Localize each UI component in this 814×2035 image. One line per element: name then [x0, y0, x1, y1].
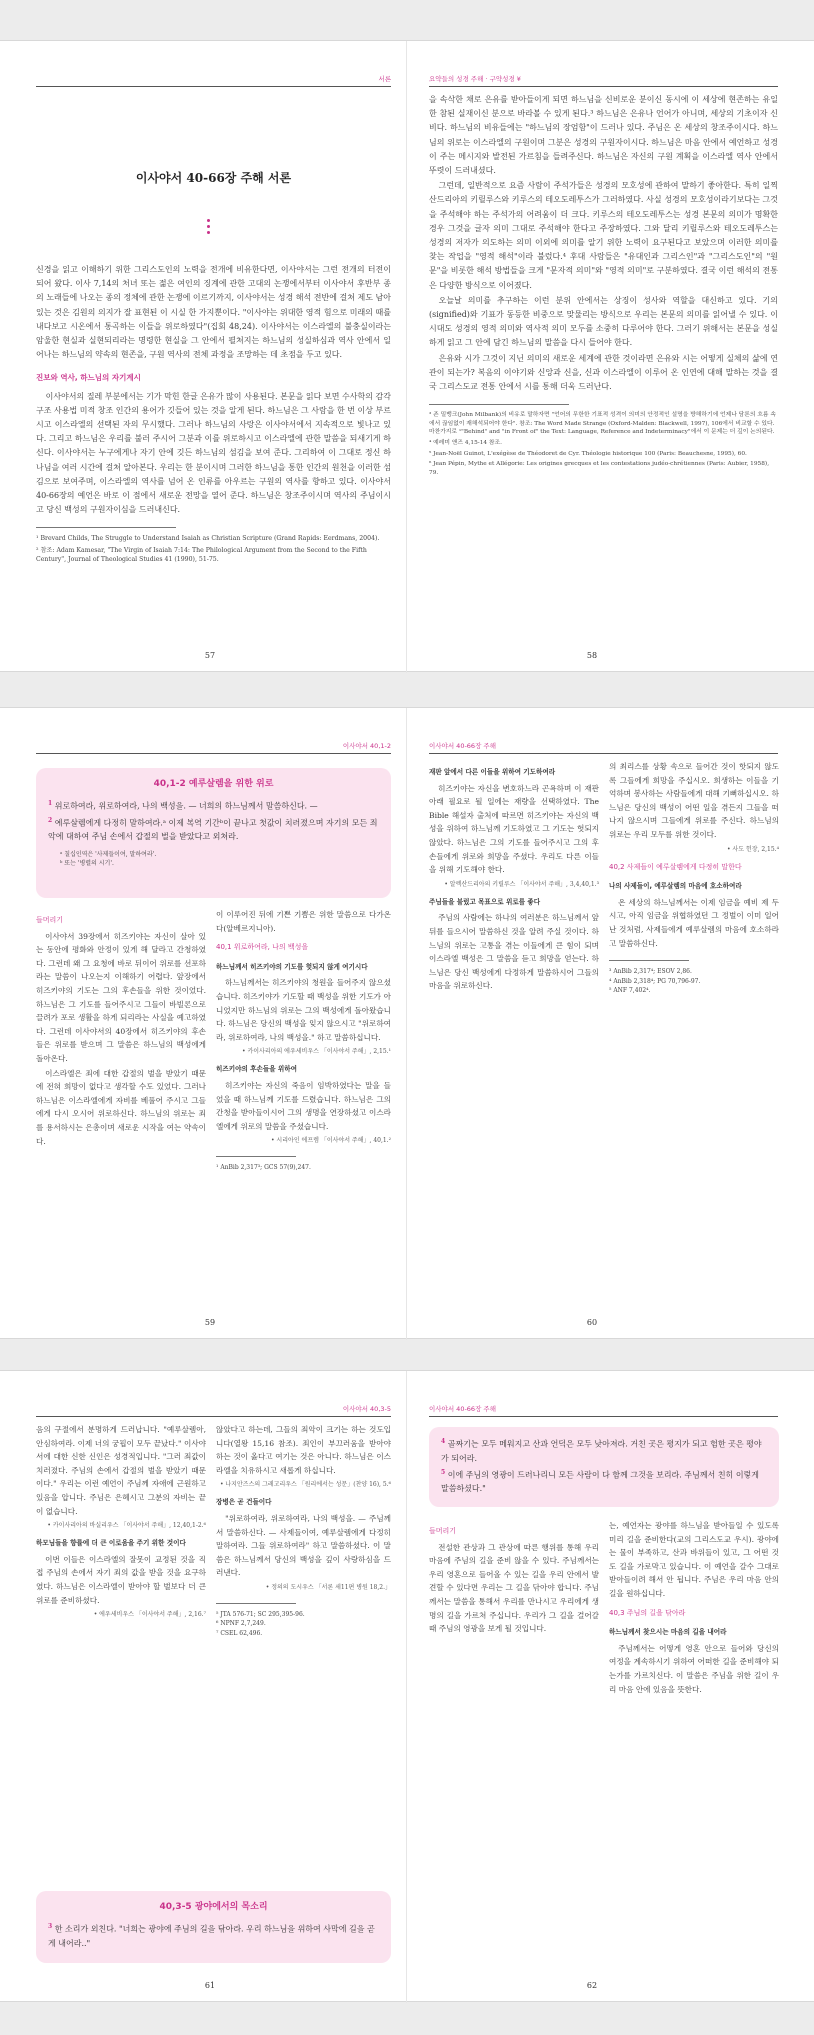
scripture-box — [36, 1891, 391, 1963]
scripture-verse: $^2$ 예루살렘에게 다정히 말하여라.ᵃ 이제 복역 기간ᵇ이 끝나고 첫값이 치러졌으며 자기의 모든 죄악에 대하여 주님 손에서 갑절의 벌을 받았다고 외쳐라. — [48, 816, 378, 842]
column-left — [429, 760, 599, 994]
page-61 — [0, 1371, 407, 2003]
header-rule — [36, 1416, 391, 1417]
body-paragraph: 을 속삭한 채로 은유를 받아들이게 되면 하느님을 신비로운 분이신 동시에 이 세상에 현존하는 유일한 참된 실재이신 분으로 바라볼 수 있게 된다.³ 하느님은 은유나 언어가 아니며, 세상의 기초이자 신비다. 하느님의 비유들에는 "하느님의 장엄함"이 드러나 있다. 주님은 온 세상의 창조주이시다. 하느님의 위로는 이스라엘의 구원이며 그분은 성경의 구원자이시다. 하느님은 마음 안에서 예언하고 성경이 주는 메시지와 발전된 가르침을 들려주신다. 하느님은 자신의 구원 계획을 이스라엘 역사 안에서 뚜렷이 드러내셨다. — [429, 95, 778, 176]
body-paragraph: 않았다고 하는데, 그들의 죄악이 크기는 하는 것도입니다(열왕 15,16 참조). 죄인이 부끄러움을 받아야 하는 것이 옳다고 여기는 것은 아니다. 하느님은 이스라엘을 치유하시고 새롭게 하십니다. — [216, 1425, 391, 1475]
footnote: ⁵ Jean-Noël Guinot, L'exégèse de Théodoret de Cyr. Théologie historique 100 (Paris: Beauchesne, 1995), 60. — [429, 450, 747, 457]
scripture-box-title: 40,1-2 예루살렘을 위한 위로 — [153, 779, 274, 789]
page-58 — [407, 41, 814, 673]
page-number: 60 — [586, 1318, 598, 1327]
running-head: 서론 — [378, 75, 391, 83]
running-head: 요약들의 성경 주해 · 구약성경 ¥ — [429, 75, 521, 83]
body-paragraph: 이번 이들은 이스라엘의 잘못이 교정된 것을 직접 주님의 손에서 자기 죄의 값을 받을 것을 요구하였다. 하느님은 이스라엘이 받아야 할 벌보다 더 큰 위로를 준비하셨다. — [36, 1554, 206, 1605]
citation: • 나지안즈스의 그레고리우스 「원리에서는 성문」(찬양 16), 5.⁶ — [219, 1481, 391, 1489]
scripture-note: ᵇ 또는 '병렬의 시기'. — [60, 860, 114, 868]
body-paragraph: 이사야서 39장에서 히즈키야는 자신이 살아 있는 동안에 평화와 안정이 있게 해 달라고 간청하였다. 그런데 왜 그 요청에 바로 뒤이어 위로를 선포하라는 말씀이 나오는지 이해하기 어렵다. 앞장에서 히즈키야의 기도는 그의 후손들을 위한 것이었다. 하느님은 그 기도를 들어주시고 그들이 바빌론으로 끌려가 포로 생활을 하게 되리라는 사실을 예고하였다. 그런데 이사야서의 40장에서 히즈키야의 후손들은 위로를 받으며 그 말씀은 하느님의 백성에게 돌아온다. — [36, 931, 206, 1063]
citation: • 카이사리아의 에우세비우스 「이사야서 주해」, 2,15.¹ — [242, 1048, 391, 1056]
footnote: ⁴ AnBib 2,318⁴; PG 70,796-97. — [609, 977, 701, 985]
citation: • 알렉산드리아의 키릴루스 「이사야서 주해」, 3,4,40,1.³ — [444, 880, 599, 888]
body-paragraph: 전설한 관상과 그 관상에 따른 행위를 통해 우리 마음에 주님의 길을 준비 않을 수 있다. 주님께서는 우리 영혼으로 들어올 수 있는 길을 우리 안에서 발견할 수 있다면 우리는 그 길을 닦아야 합니다. 주님께서는 말씀을 통해서 우리를 만나시고 우리에게 생명의 길을 가르쳐 주십니다. 우리가 그 길을 걸어갈 때 주님의 영광을 보게 될 것입니다. — [429, 1542, 599, 1634]
citation: • 정의의 도시우스 「서론 세11편 병원 18,2.」 — [265, 1583, 391, 1591]
running-head: 이사야서 40-66장 주해 — [429, 742, 496, 750]
footnote-rule — [609, 960, 689, 961]
sub-heading: 장병은 곧 건들이다 — [216, 1498, 272, 1507]
footnote: ³ AnBib 2,317⁴; ESOV 2,86. — [609, 968, 692, 976]
header-rule — [36, 86, 391, 87]
scripture-verse: $^1$ 위로하여라, 위로하여라, 나의 백성을. — 너희의 하느님께서 말씀하신다. — — [48, 800, 318, 811]
column-right — [216, 908, 391, 1173]
section-heading: 들머리기 — [429, 1527, 457, 1535]
page-number: 62 — [586, 1981, 598, 1990]
footnote-rule — [36, 527, 176, 528]
sub-heading: 나의 사제들이, 예루살렘의 마음에 호소하여라 — [609, 882, 742, 891]
footnote: ² 참조: Adam Kamesar, "The Virgin of Isaiah 7:14: The Philological Argument from the Second to the Fifth Century", Journal of Theological Studies 41 (1990), 51-75. — [36, 546, 367, 564]
footnote: ⁵ ANF 7,402⁴. — [609, 987, 651, 995]
body-paragraph: 이 이루어진 뒤에 기쁜 기쁨은 위한 말씀으로 다가온다(알베르지니아). — [216, 910, 391, 933]
spread-pages-57-58 — [0, 40, 814, 672]
sub-heading: 재판 앞에서 다른 이들을 위하여 기도하여라 — [429, 768, 556, 776]
scripture-verse: $^5$ 이에 주님의 영광이 드러나리니 모든 사람이 다 함께 그것을 보리라. 주님께서 친히 이렇게 말씀하셨다." — [441, 1468, 759, 1494]
column-right — [609, 1519, 779, 1697]
scripture-box — [429, 1427, 779, 1507]
body-paragraph: "위로하여라, 위로하여라, 나의 백성을. — 주님께서 말씀하신다. — 사제들이여, 예루살렘에게 다정히 말하여라. 그들 위로하여라" 하고 말씀하셨다. 이 말씀은 하느님께서 당신의 백성을 깊이 사랑하심을 드러낸다. — [216, 1513, 391, 1578]
body-paragraph: 오늘날 의미를 추구하는 이런 분위 안에서는 상징이 성사와 역할을 대신하고 있다. 기의(signified)와 기표가 동등한 비중으로 맞물리는 방식으로 우리는 본문의 의미를 읽어낼 수 있다. 이 시대도 성경의 영적 의미와 역사적 의미 모두를 소중히 다루어야 한다. 그러기 위해서는 본문을 성실하게 읽고 그 안에 담긴 하느님의 말씀을 다시 들어야 한다. — [429, 295, 778, 348]
footnote-rule — [216, 1156, 296, 1157]
page-body — [429, 93, 778, 479]
sub-heading: 하모님들을 향률에 더 큰 이로움을 주기 위한 것이다 — [36, 1539, 186, 1548]
footnote: ⁷ CSEL 62,496. — [216, 1629, 263, 1637]
footnote: ⁵ JTA 576-71; SC 295,395-96. — [216, 1610, 305, 1618]
scripture-verse: $^4$ 골짜기는 모두 메워지고 산과 언덕은 모두 낮아져라. 거친 곳은 평지가 되고 험한 곳은 평야가 되어라. — [441, 1438, 762, 1463]
header-rule — [36, 753, 391, 754]
page-number: 61 — [204, 1981, 216, 1990]
body-paragraph: 그런데, 일반적으로 요즘 사람이 주석가들은 성경의 모호성에 관하여 말하기 좋아한다. 특히 일찍 산드리아의 키릴루스와 키루스의 테오도레투스가 그러하였다. 사실 성경의 모호성이라기보다는 그것을 주석해야 하는 주석가의 어려움이 더 크다. 키루스의 테오도레투스는 성경 본문의 의미가 명확한 경우 그것을 글자 의미 그대로 주석해야 한다고 주장하였다. 그와 달리 키릴루스와 테오도레투스는 성경의 저자가 의도하는 의미 이외에 의미를 알기 위한 노력이 요구된다고 보았으며 이러한 의미를 찾는 작업을 "영적 해석"이라 불렀다.⁴ 후대 사람들은 "유대인과 그리스인"과 "그리스도인"의 "원문"을 비롯한 해석 방법들을 크게 "문자적 의미"와 "영적 의미"로 구분하였다. 결국 이런 해석의 전통은 다양한 방식으로 이어졌다. — [429, 181, 778, 290]
spread-pages-61-62 — [0, 1370, 814, 2002]
section-heading: 40,3 주님의 길을 닦아라 — [609, 1608, 686, 1617]
body-paragraph: 히즈키야는 자신의 죽음이 임박하였다는 말을 들었을 때 하느님께 기도를 드렸습니다. 하느님은 그의 간청을 받아들이시어 그의 생명을 연장하셨고 이스라엘에게 위로의 말씀을 주셨습니다. — [216, 1080, 391, 1131]
page-number: 59 — [204, 1318, 216, 1327]
body-paragraph: 은유와 시가 그것이 지닌 의미의 새로운 세계에 관한 것이라면 은유와 시는 어떻게 실체의 삶에 연관이 되는가? 복음의 이야기와 신앙과 신을, 신과 이스라엘이 이루어 온 인연에 대해 말하는 것을 결국 그리스도교 전통 안에서 시를 통해 더욱 드러난다. — [429, 353, 778, 392]
citation: • 시리아인 에프렘 「이사야서 주해」, 40,1.² — [270, 1137, 391, 1145]
section-heading: 들머리기 — [36, 916, 64, 924]
intro-paragraph: 신경을 읽고 이해하기 위한 그리스도인의 노력을 전개에 비유한다면, 이사야서는 그런 전개의 터전이 되어 왔다. 이사 7,14의 처녀 또는 젊은 여인의 징계에 관한 고대의 논쟁에서부터 이사야서 후반부 종의 노래들에 나오는 종의 정체에 관한 논쟁에 이르기까지, 이사야서는 성경 해석 전반에 걸쳐 제도 남아 있는 것은 김원의 의지가 잘 표현된 이 시실 한 가지뿐이다. "이사야는 위대한 영적 힘으로 미래의 때를 내다보고 시온에서 통곡하는 이들을 위로하였다"(집회 48,24). 이사야서는 이스라엘의 불충실이라는 암울한 현실과 실현되리라는 명령한 현실을 그 안에서 펼쳐지는 하느님의 성실하심과 역사 안에서 일어나는 하느님의 약속의 현존을, 구원 역사의 전체 과정을 조망하는 데 초점을 두고 있다. — [36, 265, 391, 360]
footnote: ⁶ NPNF 2,7,249. — [216, 1620, 266, 1628]
sub-heading: 주님들을 불렀고 목표으로 위로를 좋다 — [429, 897, 541, 906]
body-paragraph: 주님께서는 어떻게 영혼 안으로 들어와 당신의 여정을 계속하시기 위하여 어떠한 길을 준비해야 되는가를 가르치신다. 이 말씀은 주님을 위한 길이 우리 마음 안에 있음을 뜻한다. — [609, 1643, 779, 1694]
header-rule — [429, 753, 778, 754]
page-59 — [0, 708, 407, 1340]
ornament-dots — [205, 219, 211, 237]
body-paragraph: 하느님께서는 히즈키야의 청원을 들어주지 않으셨습니다. 히즈키야가 기도할 때 백성을 위한 기도가 아니었지만 하느님의 위로는 그의 백성에게 돌아왔습니다. 하느님은 당신의 백성을 잊지 않으시고 "위로하여라, 위로하여라, 나의 백성을." 하고 말씀하십니다. — [216, 978, 391, 1042]
scripture-box — [36, 768, 391, 898]
sub-heading: 히즈키야의 후손들을 위하여 — [216, 1065, 298, 1074]
scripture-verse: $^3$ 한 소리가 외친다. "너희는 광야에 주님의 길을 닦아라. 우리 하느님을 위하여 사막에 길을 곧게 내어라.." — [48, 1923, 375, 1948]
column-right — [609, 760, 779, 996]
running-head: 이사야서 40,1-2 — [342, 742, 391, 750]
column-left — [36, 908, 206, 1149]
body-paragraph: 주님의 사람에는 하나의 여러분은 하느님께서 앞뒤를 들으시어 말씀하신 것을 알려 주실 것이다. 하느님의 위로는 고통을 겪는 이들에게 큰 힘이 되며 이스라엘 백성은 그 말씀을 듣고 희망을 얻는다. 하느님은 당신 백성에게 다정하게 말씀하시어 그들의 마음을 위로하신다. — [429, 913, 599, 991]
page-number: 58 — [586, 651, 598, 660]
section-heading: 진보와 역사, 하느님의 자기계시 — [36, 373, 141, 383]
column-left — [36, 1423, 206, 1625]
footnote-rule — [216, 1603, 296, 1604]
citation: • 사도 헌장, 2,15.⁴ — [726, 845, 779, 853]
page-body — [36, 263, 391, 567]
footnote: ⁴ 예레미 앤즈 4,15-14 참조. — [429, 440, 502, 447]
scripture-note: ᵃ 칠십인역은 '사제들이여, 말하여라'. — [60, 851, 157, 859]
running-head: 이사야서 40-66장 주해 — [429, 1405, 496, 1413]
body-paragraph: 의 최리스를 상황 속으로 들어간 것이 핫되지 않도록 그들에게 희망을 주십시오. 희생하는 이들을 기억하며 봉사하는 사람들에게 대해 기뻐하십시오. 하느님은 당신의 백성이 어떤 일을 겪든지 그들을 떠나지 않으시며 그들에게 위로를 주신다. 하느님의 위로는 우리 모두를 위한 것이다. — [609, 762, 779, 839]
footnote-rule — [429, 404, 569, 405]
column-right — [216, 1423, 391, 1638]
running-head: 이사야서 40,3-5 — [342, 1405, 391, 1413]
citation: • 에우세비우스 「이사야서 주해」, 2,16.⁷ — [93, 1611, 206, 1619]
column-left — [429, 1519, 599, 1637]
page-60 — [407, 708, 814, 1340]
footnote: ¹ Brevard Childs, The Struggle to Understand Isaiah as Christian Scripture (Grand Rapids: Eerdmans, 2004). — [36, 535, 380, 543]
footnote: ³ 존 밀뱅크(John Milbank)의 비유로 말하자면 "언어의 무한한 기표적 성격이 의미의 안정적인 설명을 방해하기에 언제나 담론의 흐름 속에서 끊임없이 재해석되어야 한다". 참조: The Word Made Strange (Oxford-Malden: Blackwell, 1997), 106에서 비교할 수 있다. 마찬가지로 ¹"Behind" and "in Front of" the Text: Language, Reference and Indeterminacy"에서 이 문제는 더 깊이 논의된다. — [429, 412, 776, 436]
chapter-title: 이사야서 40-66장 주해 서론 — [135, 171, 292, 185]
sub-heading: 하느님께서 찾으시는 마음의 길을 내어라 — [609, 1628, 727, 1637]
body-paragraph: 는, 예언자는 광야를 하느님을 받아들일 수 있도록 미리 길을 준비한다(교의 그리스도교 우시). 광야에는 물이 부족하고, 산과 바위들이 있고, 그 어떤 것도 길을 가로막고 있습니다. 이 예언을 갈수 그대로 받아들이려 해서 안 됩니다. 주님은 우리 마음 안의 길을 원하십니다. — [609, 1521, 779, 1598]
header-rule — [429, 1416, 778, 1417]
footnote: ⁶ Jean Pépin, Mythe et Allégorie: Les origines grecques et les contestations judéo-chrétiennes (Paris: Aubier, 1958), 79. — [429, 461, 770, 476]
header-rule — [429, 86, 778, 87]
body-paragraph: 온 세상의 하느님께서는 이제 임금을 예비 제 두시고, 아직 임금을 위협하였던 그 정벌이 이미 일어난 것처럼, 사제들에게 예루살렘의 마음에 호소하라고 말씀하신다. — [609, 897, 779, 948]
body-paragraph: 음의 구절에서 분명하게 드러납니다. "예루살렘아, 안심하여라. 이제 너의 궁핍이 모두 끝났다." 이사야서에 대한 신한 신인은 성경적입니다. "그러 죄값이 치러졌다. 주님의 손에서 갑절의 벌을 받았기 때문이다." 우리는 이런 예언이 주님께 자애에 근원하고 있음을 압니다. 주님은 은혜시고 그분의 자비는 끝이 없습니다. — [36, 1425, 206, 1516]
scripture-box-title: 40,3-5 광야에서의 목소리 — [159, 1902, 268, 1912]
footnote: ¹ AnBib 2,317³; GCS 57(9),247. — [216, 1164, 311, 1172]
spread-pages-59-60 — [0, 707, 814, 1339]
body-paragraph: 이스라엘은 죄에 대한 갑절의 벌을 받았기 때문에 전혀 희망이 없다고 생각할 수도 있었다. 그러나 하느님은 이스라엘에게 자비를 베풀어 주시고 그들에게 다시 오시어 위로하신다. 하느님의 위로는 죄를 용서하시는 은총이며 새로운 시작을 여는 약속이다. — [36, 1068, 206, 1146]
page-57 — [0, 41, 407, 673]
sub-heading: 하느님께서 히즈키야의 기도를 헛되지 않게 여기시다 — [216, 962, 368, 971]
page-62 — [407, 1371, 814, 2003]
citation: • 카이사리아의 바실리우스 「이사야서 주해」, 12,40,1-2.⁶ — [47, 1522, 206, 1530]
section-heading: 40,1 위로하여라, 나의 백성을 — [216, 943, 309, 952]
section-heading: 40,2 사제들이 예루살렘에게 다정히 말한다 — [609, 862, 742, 871]
body-paragraph: 이사야서의 질레 부분에서는 기가 막힌 한글 은유가 많이 사용된다. 본문을 읽다 보면 수사학의 감각 구조 사용법 미적 창조 인간의 용어가 깃들어 있는 것을 알게 된다. 하느님은 그 사람을 한 번 이상 부르시고 이스라엘의 선택된 자의 무시했다. 그러나 하느님의 사랑은 이사야서에서 지속적으로 빛나고 있다. 그리고 하느님은 우리를 불러 주시어 그분과 이를 위로하시고 이스라엘에 관한 말씀을 되새기게 하신다. 이사야서는 누구에게나 자기 안에 깃든 하느님의 섬김을 보여 준다. 그리하여 이 그대로 정신 하나님을 여러 시간에 걸쳐 알아본다. 우리는 한 분이시며 그러한 하느님을 통한 인간의 원천을 이러한 섬김으로 보여주며, 이스라엘의 역사를 넘어 온 인류를 아우르는 구원의 역사를 향하고 있다. 이사야서 40-66장의 예언은 바로 이 점에서 새로운 전망을 열어 준다. 하느님은 창조주이시며 역사의 주님이시고 당신 백성의 구원자이심을 드러내신다. — [36, 391, 391, 515]
page-number: 57 — [204, 651, 216, 660]
body-paragraph: 히즈키야는 자신을 변호하느라 곤욕하며 이 재판 아래 필요로 될 일에는 재량을 선택하였다. The Bible 해설자 출처에 따르면 히즈키야는 자신의 백성을 위하여 하느님께 기도하였고 그 기도는 헛되지 않았다. 하느님은 그의 기도를 들어주시고 그의 후손들에게 위로와 희망을 주셨다. 우리도 다른 이들을 위해 기도해야 한다. — [429, 783, 599, 875]
